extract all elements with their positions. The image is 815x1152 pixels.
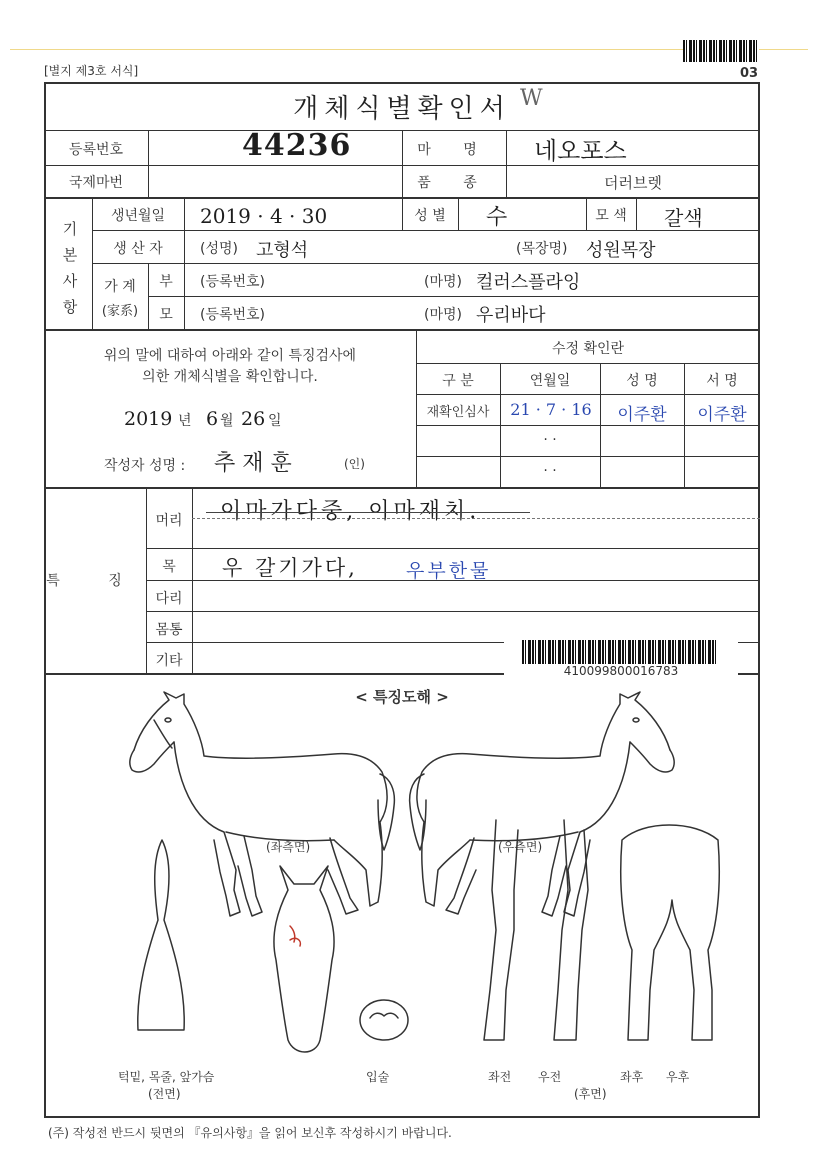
head-label: 머리 [155,513,183,529]
head-marking [290,926,300,946]
dam-label: 모 [159,307,173,323]
horse-diagram-drawing [44,690,760,1120]
producer-name-label: (성명) [200,241,238,257]
pedigree-label: 가 계 [104,279,136,295]
amend-row3-date: · · [543,463,557,479]
amend-header-signature: 서 명 [706,373,738,389]
breed-label: 품 종 [417,175,491,191]
horse-name-value: 네오포스 [534,137,627,165]
breed-value: 더러브렛 [604,174,662,192]
barcode-number: 410099800016783 [563,664,679,678]
amend-header-name: 성 명 [626,373,658,389]
sex-value: 수 [486,205,508,230]
intl-chip-label: 국제마번 [68,175,124,191]
seal-mark: (인) [344,457,365,471]
farm-value: 성원목장 [586,240,656,261]
cert-day-value: 26 [241,408,266,430]
rear-view [621,825,720,1040]
amend-row1-signature: 이주환 [697,405,747,425]
head-value: 이마가다중, 이마재치. [220,499,481,524]
neck-value-blue: 우부한물 [406,560,492,582]
dam-reg-no-label: (등록번호) [200,307,266,323]
farm-label: (목장명) [516,241,568,257]
horse-name-label: 마 명 [417,142,491,158]
form-title: 개체식별확인서 [293,94,511,124]
amend-row1-date: 21 · 7 · 16 [510,400,592,419]
dam-name-label: (마명) [424,307,462,323]
body-label: 몸통 [155,622,183,638]
amend-header-date: 연월일 [529,373,571,389]
title-mark: W [520,86,543,111]
chest-front-view [138,840,184,1030]
form-number-label: [별지 제3호 서식] [44,64,139,78]
hind-right-label: 우후 [666,1070,690,1084]
amend-row1-category: 재확인심사 [426,405,490,420]
right-side-horse [410,692,675,916]
cert-text-line1: 위의 말에 대하여 아래와 같이 특징검사에 [103,348,357,364]
chest-label: 턱밑, 목줄, 앞가슴 [118,1070,215,1084]
neck-value: 우 갈기가다, [222,556,358,580]
footer-note: (주) 작성전 반드시 뒷면의 『유의사항』을 읽어 보신후 작성하시기 바랍니다. [48,1126,452,1140]
muzzle-label: 입술 [366,1070,390,1084]
left-side-label: (좌측면) [266,840,311,854]
muzzle-view [360,1000,408,1040]
amend-header-category: 구 분 [442,373,474,389]
cert-text-line2: 의한 개체식별을 확인합니다. [142,369,318,385]
basic-section-label: 기본사항 [62,220,78,316]
producer-label: 생 산 자 [113,241,163,257]
features-section-label: 특 징 [46,573,144,589]
producer-name-value: 고형석 [256,240,309,261]
sex-label: 성 별 [414,208,446,224]
front-left-label: 좌전 [488,1070,512,1084]
front-right-label: 우전 [538,1070,562,1084]
pedigree-hanja: (家系) [101,304,139,319]
rear-label: (후면) [574,1087,607,1101]
sticker-barcode [522,640,718,664]
dam-name-value: 우리바다 [476,305,546,326]
neck-label: 목 [162,559,176,575]
cert-year-value: 2019 [124,408,173,430]
top-barcode [683,40,759,62]
page-number: 03 [740,66,759,81]
cert-month-label: 월 [220,413,234,429]
writer-label: 작성자 성명 : [104,458,186,474]
diagram-title: < 특징도해 > [355,688,449,706]
head-front-view [274,866,334,1052]
cert-month-value: 6 [206,408,219,430]
registration-no-value: 44236 [242,128,352,163]
hind-left-label: 좌후 [620,1070,644,1084]
legs-label: 다리 [155,591,183,607]
sire-name-value: 컬러스플라잉 [476,272,581,293]
amend-row2-date: · · [543,432,557,448]
other-label: 기타 [155,653,183,669]
cert-year-label: 년 [178,413,192,429]
sire-name-label: (마명) [424,274,462,290]
birth-value: 2019 · 4 · 30 [200,204,328,228]
color-value: 갈색 [664,206,703,230]
birth-label: 생년월일 [110,208,166,224]
amendment-title: 수정 확인란 [551,341,625,357]
cert-day-label: 일 [268,413,282,429]
front-label: (전면) [148,1087,181,1101]
color-label: 모 색 [595,208,627,224]
registration-no-label: 등록번호 [68,142,124,158]
sire-reg-no-label: (등록번호) [200,274,266,290]
right-side-label: (우측면) [498,840,543,854]
writer-value: 추 재 훈 [214,451,292,476]
sire-label: 부 [159,274,173,290]
amend-row1-name: 이주환 [617,405,667,425]
